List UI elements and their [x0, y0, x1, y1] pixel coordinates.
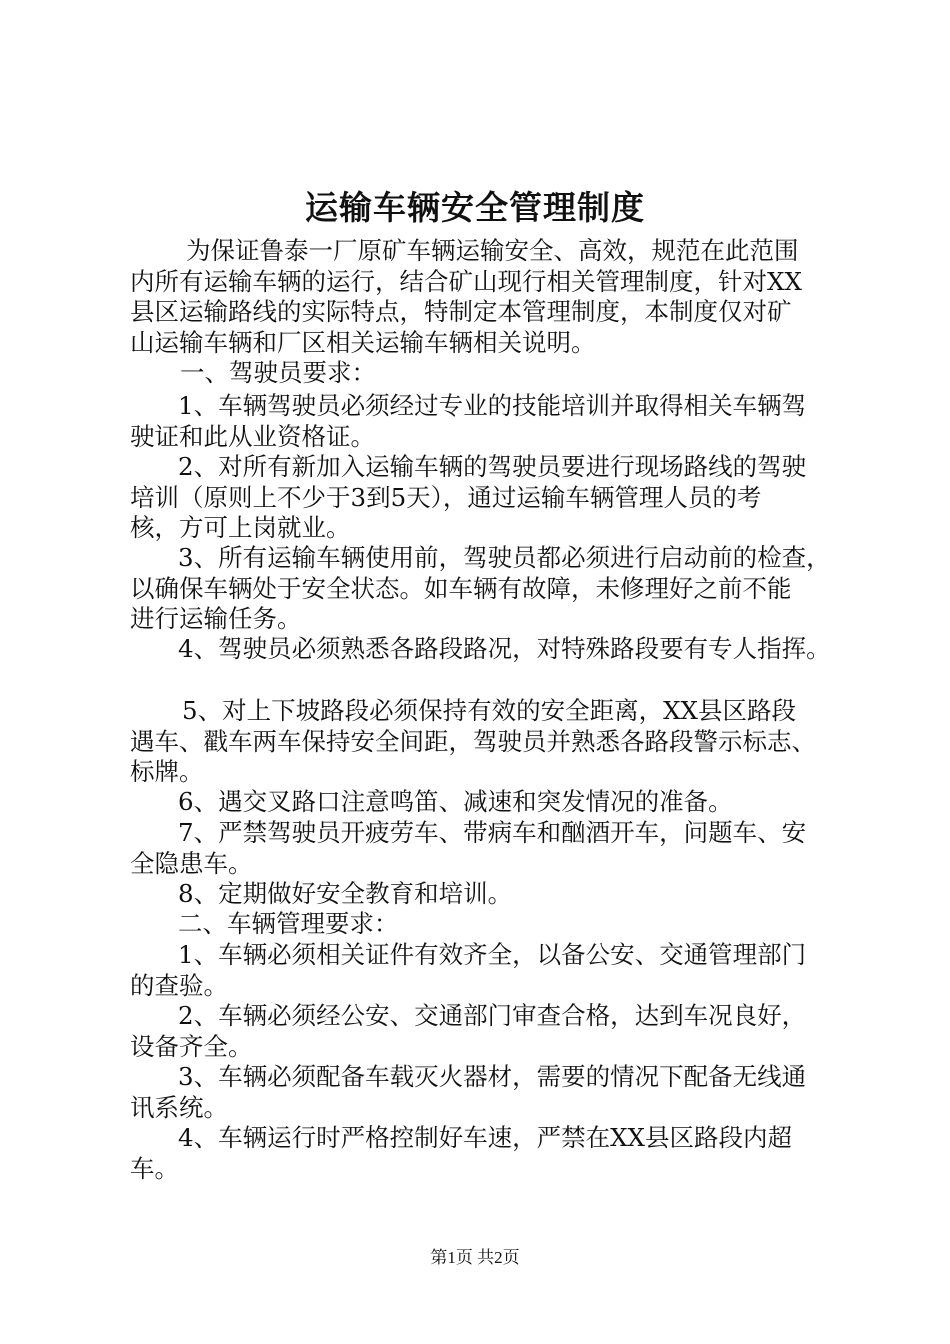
paragraph: [130, 879, 830, 910]
paragraph-line: 车。: [130, 1153, 179, 1183]
paragraph: [130, 236, 830, 358]
paragraph-line: 2、对所有新加入运输车辆的驾驶员要进行现场路线的驾驶: [178, 452, 807, 481]
paragraph-line: 设备齐全。: [130, 1031, 253, 1061]
paragraph: [130, 1062, 830, 1123]
paragraph: [130, 1001, 830, 1062]
paragraph-line: 一、驾驶员要求：: [180, 358, 376, 387]
paragraph-line: 4、车辆运行时严格控制好车速，严禁在XX县区路段内超: [178, 1123, 792, 1152]
paragraph-line: 驶证和此从业资格证。: [130, 421, 375, 451]
paragraph-line: 的查验。: [130, 970, 228, 1000]
paragraph-line: 4、驾驶员必须熟悉各路段路况，对特殊路段要有专人指挥。: [178, 634, 831, 663]
paragraph-line: 遇车、戳车两车保持安全间距，驾驶员并熟悉各路段警示标志、: [130, 726, 816, 756]
page-footer: 第1页 共2页: [430, 1248, 520, 1267]
paragraph-line: 1、车辆驾驶员必须经过专业的技能培训并取得相关车辆驾: [178, 391, 807, 420]
paragraph-line: 2、车辆必须经公安、交通部门审查合格，达到车况良好，: [178, 1001, 807, 1030]
paragraph: [130, 787, 830, 818]
paragraph-line: 讯系统。: [130, 1092, 228, 1122]
paragraph-line: 内所有运输车辆的运行，结合矿山现行相关管理制度，针对XX: [130, 266, 802, 296]
paragraph: [130, 452, 830, 544]
paragraph-line: 8、定期做好安全教育和培训。: [178, 879, 513, 908]
paragraph: [130, 543, 830, 635]
paragraph: [130, 358, 830, 389]
paragraph: [130, 391, 830, 452]
paragraph-line: 二、车辆管理要求：: [178, 909, 399, 938]
paragraph: [130, 940, 830, 1001]
paragraph-line: 为保证鲁泰一厂原矿车辆运输安全、高效，规范在此范围: [186, 236, 799, 265]
paragraph-line: 培训（原则上不少于3到5天），通过运输车辆管理人员的考: [130, 482, 762, 512]
paragraph: [130, 909, 830, 940]
paragraph-line: 县区运输路线的实际特点，特制定本管理制度，本制度仅对矿: [130, 297, 792, 326]
paragraph-line: 核，方可上岗就业。: [130, 513, 351, 542]
paragraph: [130, 818, 830, 879]
paragraph: [130, 696, 830, 788]
paragraph-line: 7、严禁驾驶员开疲劳车、带病车和酗酒开车，问题车、安: [178, 818, 807, 847]
paragraph-line: 进行运输任务。: [130, 604, 302, 633]
paragraph-line: 山运输车辆和厂区相关运输车辆相关说明。: [130, 327, 596, 357]
paragraph-line: 5、对上下坡路段必须保持有效的安全距离，XX县区路段: [182, 696, 796, 725]
document-title: 运输车辆安全管理制度: [305, 188, 645, 227]
paragraph: [130, 1123, 830, 1184]
paragraph-line: 全隐患车。: [130, 848, 253, 878]
paragraph-line: 3、所有运输车辆使用前，驾驶员都必须进行启动前的检查，: [178, 543, 831, 572]
paragraph-line: 3、车辆必须配备车载灭火器材，需要的情况下配备无线通: [178, 1062, 807, 1091]
paragraph-line: 标牌。: [130, 757, 204, 786]
paragraph: [130, 634, 830, 665]
paragraph-line: 6、遇交叉路口注意鸣笛、减速和突发情况的准备。: [178, 787, 733, 816]
paragraph-line: 以确保车辆处于安全状态。如车辆有故障，未修理好之前不能: [130, 573, 792, 603]
paragraph-line: 1、车辆必须相关证件有效齐全，以备公安、交通管理部门: [178, 940, 807, 969]
